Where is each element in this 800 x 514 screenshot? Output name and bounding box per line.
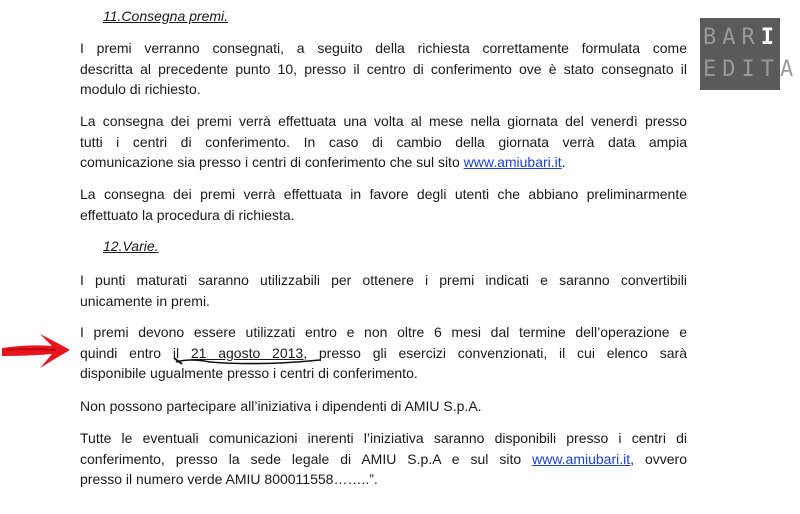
logo-row-top xyxy=(700,20,800,56)
date-highlight: 21 agosto 2013, xyxy=(190,344,308,361)
text-line: I punti maturati saranno utilizzabili per ottenere i premi indicati e saranno convertibili xyxy=(80,272,687,288)
pen-underline-mark-icon xyxy=(170,340,330,370)
paragraph-varie-3 xyxy=(80,396,687,417)
text-line: disponibile ugualmente presso i centri di conferimento. xyxy=(80,365,418,381)
paragraph-consegna-3 xyxy=(80,184,687,225)
paragraph-varie-4 xyxy=(80,428,687,490)
logo-text: BAR xyxy=(703,25,761,50)
text-line: I premi verranno consegnati, a seguito della richiesta correttamente formulata come xyxy=(80,40,687,56)
text-line: I premi devono essere utilizzati entro e non oltre 6 mesi dal termine dell’operazione e xyxy=(80,324,687,340)
paragraph-varie-1 xyxy=(80,270,687,311)
amiubari-link-2[interactable]: www.amiubari.it xyxy=(532,450,631,467)
text-line xyxy=(80,449,687,470)
text-fragment: conferimento, presso la sede legale di AMIU S.p.A e sul sito xyxy=(80,450,533,467)
logo-text: EDITA xyxy=(703,57,800,82)
logo-row-bottom xyxy=(700,52,800,88)
logo-text: IN xyxy=(760,25,800,50)
text-line: modulo di richiesto. xyxy=(80,81,201,97)
text-fragment: presso gli esercizi convenzionati, il cui elenco sarà xyxy=(307,344,687,361)
text-line xyxy=(80,152,687,173)
text-line: La consegna dei premi verrà effettuata una volta al mese nella giornata del venerdì presso xyxy=(80,113,687,129)
red-arrow-annotation-icon xyxy=(0,328,72,372)
text-line: descritta al precedente punto 10, presso il centro di conferimento ove è stato consegnato il xyxy=(80,60,687,77)
text-line: presso il numero verde AMIU 800011558……..”. xyxy=(80,471,378,487)
barinedita-logo xyxy=(700,18,800,90)
paragraph-consegna-2 xyxy=(80,111,687,173)
text-line: Non possono partecipare all’iniziativa i dipendenti di AMIU S.p.A. xyxy=(80,398,482,414)
amiubari-link[interactable]: www.amiubari.it xyxy=(463,154,562,170)
text-fragment: , ovvero xyxy=(630,450,687,467)
text-fragment: quindi entro il xyxy=(80,344,191,361)
section-12-heading: 12.Varie. xyxy=(103,238,159,254)
text-line: La consegna dei premi verrà effettuata in favore degli utenti che abbiano preliminarmente xyxy=(80,186,687,202)
text-line: tutti i centri di conferimento. In caso di cambio della giornata verrà data ampia xyxy=(80,133,687,150)
text-line: unicamente in premi. xyxy=(80,292,210,309)
text-fragment: comunicazione sia presso i centri di conferimento che sul sito xyxy=(80,154,464,170)
section-11-heading: 11.Consegna premi. xyxy=(103,8,229,24)
text-line: effettuato la procedura di richiesta. xyxy=(80,206,295,223)
text-line: Tutte le eventuali comunicazioni inerenti l’iniziativa saranno disponibili presso i centri di xyxy=(80,430,687,446)
text-fragment: . xyxy=(561,154,566,170)
paragraph-consegna-1 xyxy=(80,38,687,100)
